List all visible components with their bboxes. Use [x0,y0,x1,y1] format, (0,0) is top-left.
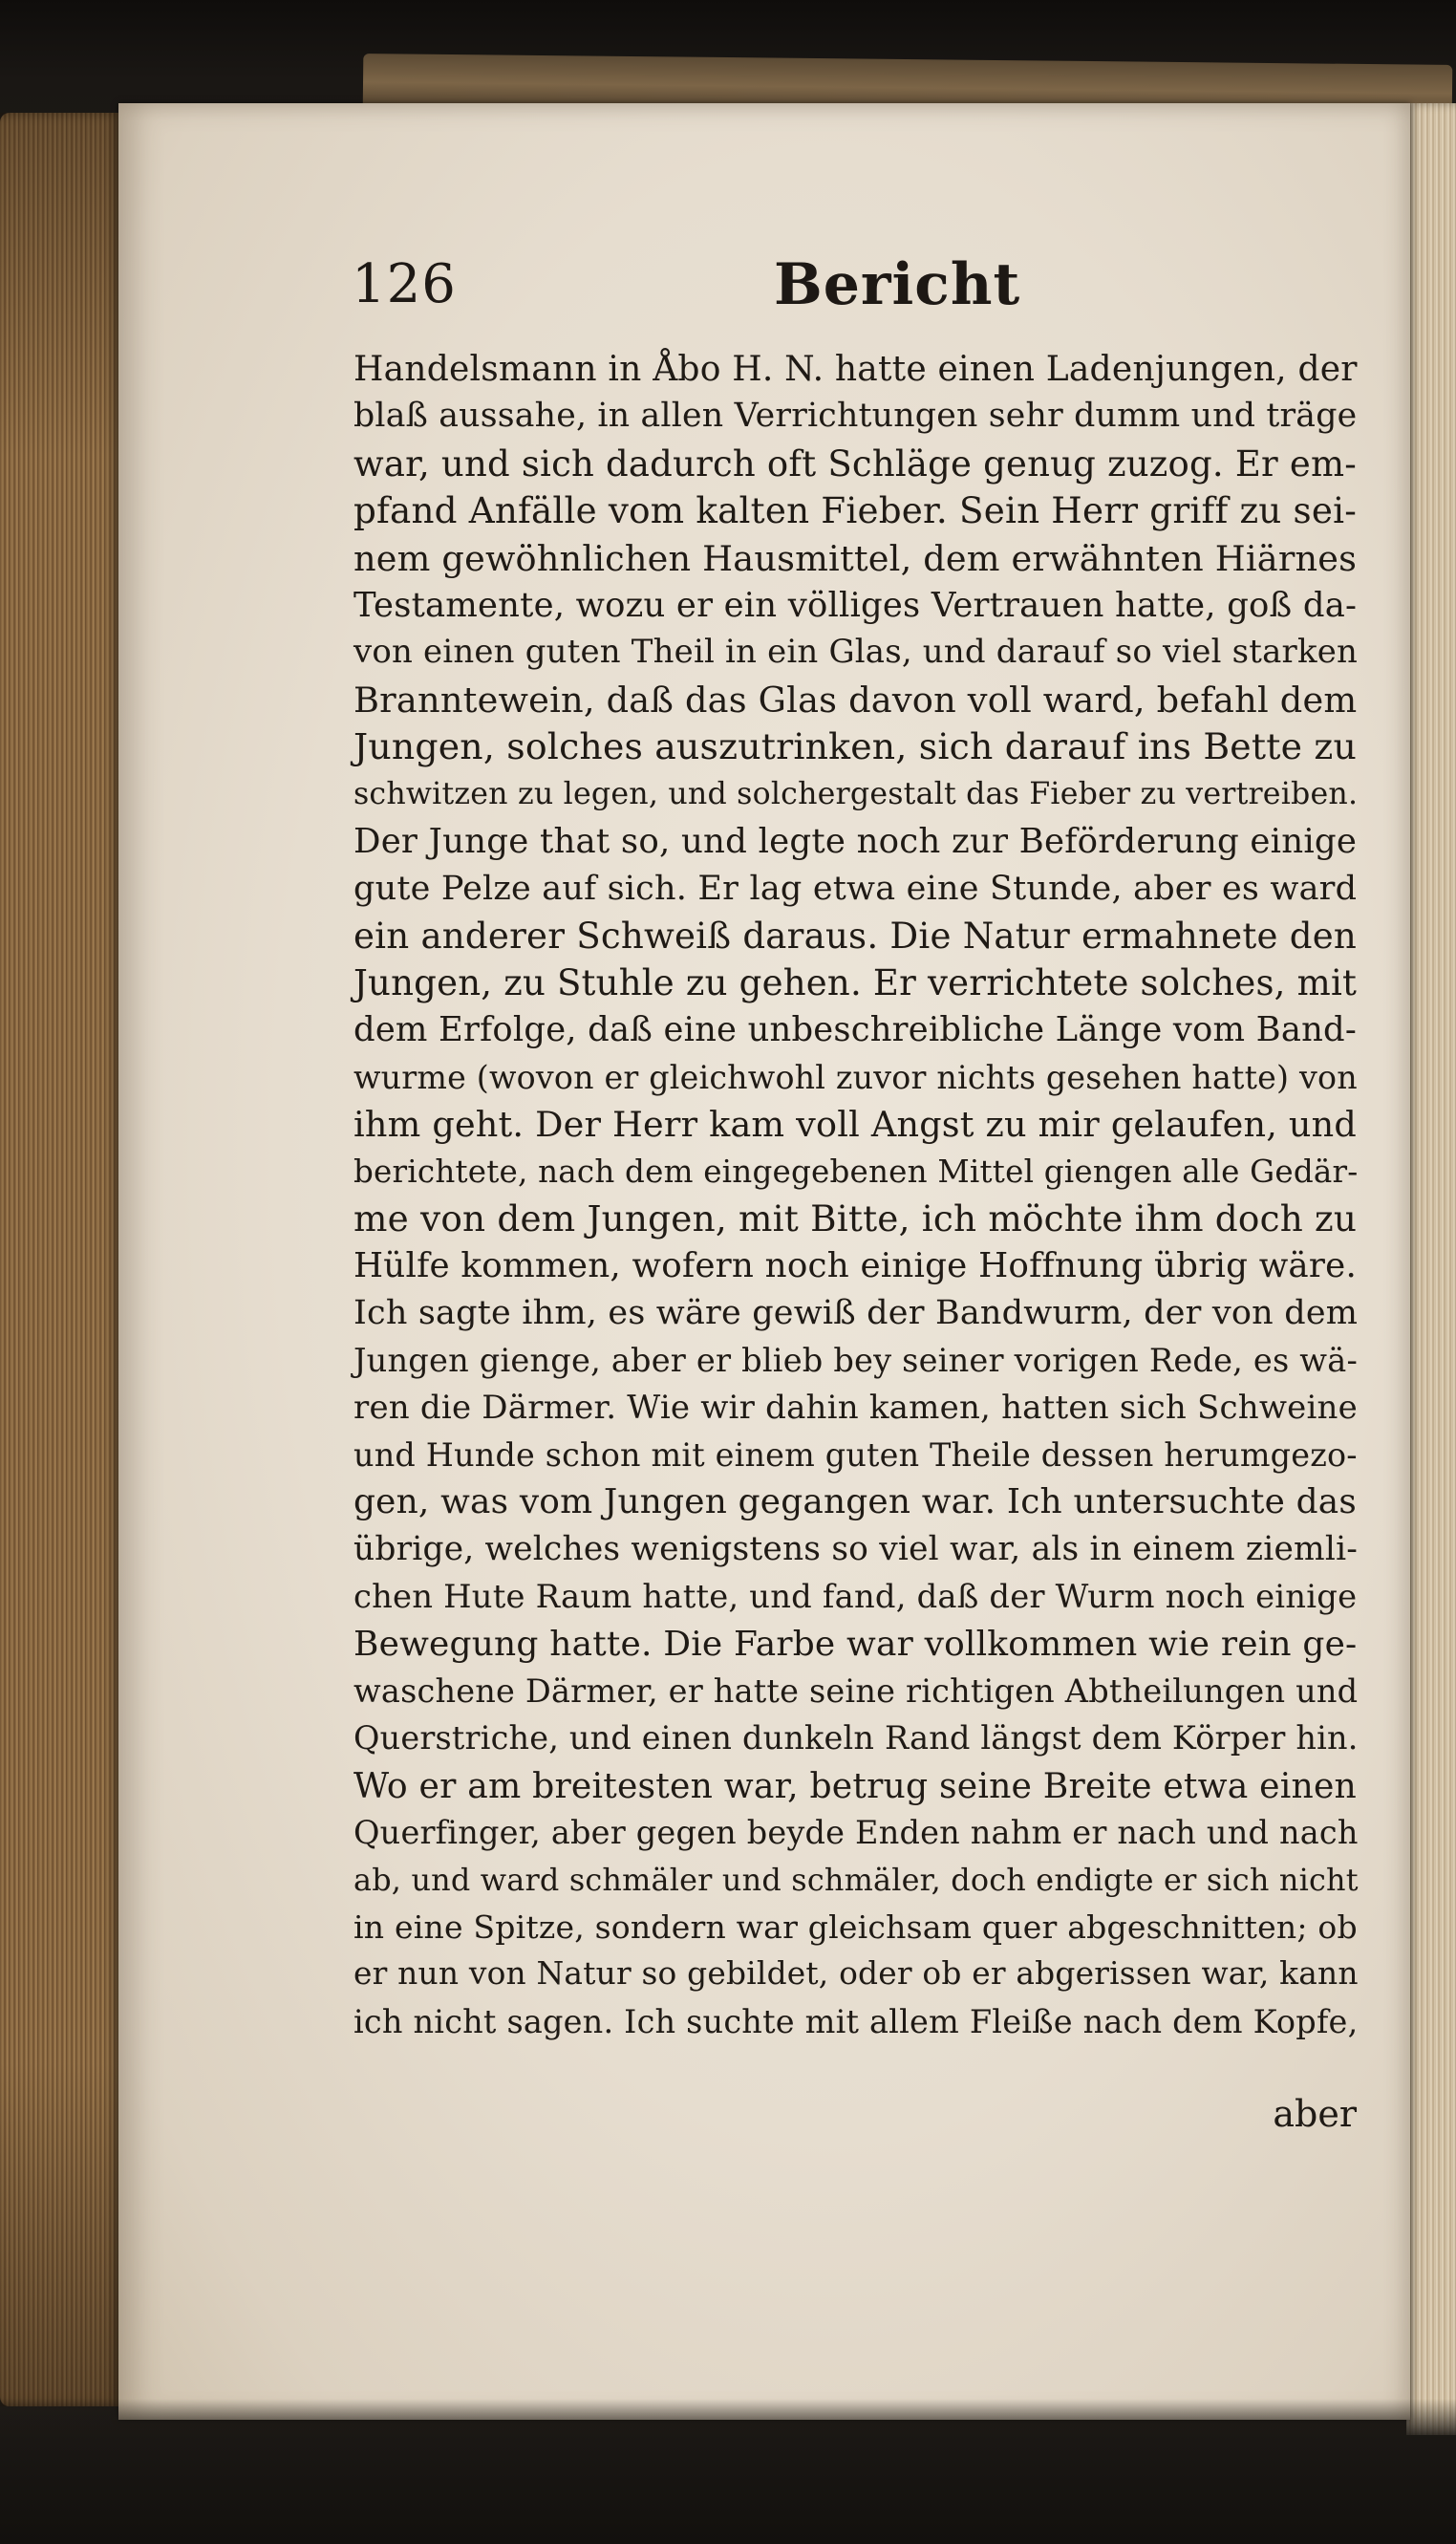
text-line: ihm geht. Der Herr kam voll Angst zu mir gelaufen, und [353,1104,1357,1146]
page-edges-right [1406,103,1456,2435]
page-edges-left [0,113,122,2406]
text-line: Ich sagte ihm, es wäre gewiß der Bandwurm, der von dem [353,1293,1359,1332]
text-line: Jungen, zu Stuhle zu gehen. Er verrichtete solches, mit [353,962,1358,1004]
text-line: er nun von Natur so gebildet, oder ob er abgerissen war, kann [353,1955,1359,1993]
text-line: berichtete, nach dem eingegebenen Mittel giengen alle Gedär- [353,1153,1359,1190]
running-head: Bericht [774,251,1021,318]
catchword-row [353,2093,1357,2135]
text-line: ich nicht sagen. Ich suchte mit allem Fleiße nach dem Kopfe, [353,2002,1359,2040]
text-line: Der Junge that so, und legte noch zur Beförderung einige [353,821,1358,861]
text-line: blaß aussahe, in allen Verrichtungen sehr dumm und träge [353,397,1358,436]
text-line: Jungen gienge, aber er blieb bey seiner vorigen Rede, es wä- [353,1342,1359,1380]
text-line: Querfinger, aber gegen beyde Enden nahm er nach und nach [353,1814,1359,1852]
text-line: dem Erfolge, daß eine unbeschreibliche Länge vom Band- [353,1010,1357,1050]
text-line: chen Hute Raum hatte, und fand, daß der Wurm noch einige [353,1578,1358,1616]
text-line: Querstriche, und einen dunkeln Rand längst dem Körper hin. [353,1719,1359,1757]
text-line: nem gewöhnlichen Hausmittel, dem erwähnten Hiärnes [353,537,1358,579]
background-shadow-bottom [0,2399,1456,2544]
text-line: gen, was vom Jungen gegangen war. Ich untersuchte das [353,1482,1357,1522]
page-header [229,253,1366,330]
text-line: Branntewein, daß das Glas davon voll ward, befahl dem [353,679,1358,721]
text-line: me von dem Jungen, mit Bitte, ich möchte ihm doch zu [353,1197,1358,1240]
text-line: Testamente, wozu er ein völliges Vertrauen hatte, goß da- [353,585,1358,625]
page-number: 126 [352,253,457,315]
text-line: von einen guten Theil in ein Glas, und darauf so viel starken [353,634,1359,672]
text-line: wurme (wovon er gleichwohl zuvor nichts gesehen hatte) von [353,1058,1358,1096]
text-line: Hülfe kommen, wofern noch einige Hoffnung übrig wäre. [353,1246,1357,1286]
text-line: pfand Anfälle vom kalten Fieber. Sein Herr griff zu sei- [353,489,1357,532]
text-line: Bewegung hatte. Die Farbe war vollkommen wie rein ge- [353,1624,1358,1664]
text-line: in eine Spitze, sondern war gleichsam quer abgeschnitten; ob [353,1908,1358,1946]
text-line: und Hunde schon mit einem guten Theile dessen herumgezo- [353,1435,1358,1474]
text-line: ab, und ward schmäler und schmäler, doch endigte er sich nicht [353,1861,1359,1898]
text-line: übrige, welches wenigstens so viel war, als in einem ziemli- [353,1529,1359,1568]
body-text [353,346,1357,2045]
text-line: Wo er am breitesten war, betrug seine Breite etwa einen [353,1764,1358,1806]
text-line: waschene Därmer, er hatte seine richtigen Abtheilungen und [353,1671,1359,1710]
text-line: Jungen, solches auszutrinken, sich darauf ins Bette zu [353,725,1357,768]
text-line: gute Pelze auf sich. Er lag etwa eine Stunde, aber es ward [353,869,1358,909]
text-line: ren die Därmer. Wie wir dahin kamen, hatten sich Schweine [353,1388,1358,1427]
text-line: schwitzen zu legen, und solchergestalt das Fieber zu vertreiben. [353,776,1359,811]
text-line: Handelsmann in Åbo H. N. hatte einen Ladenjungen, der [353,350,1358,389]
catchword: aber [1273,2093,1357,2135]
text-line: war, und sich dadurch oft Schläge genug zuzog. Er em- [353,442,1357,485]
text-line: ein anderer Schweiß daraus. Die Natur ermahnete den [353,915,1357,957]
